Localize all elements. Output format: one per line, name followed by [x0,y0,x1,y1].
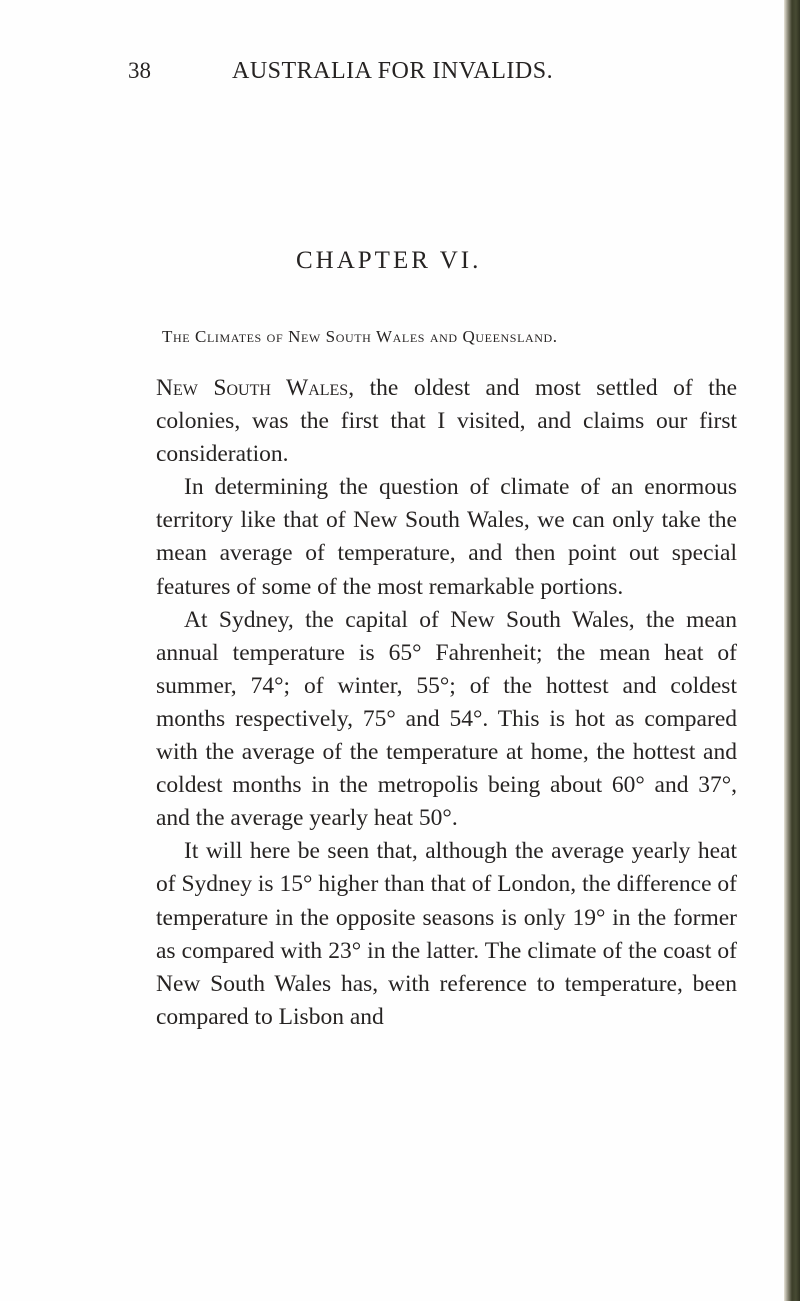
page-number: 38 [128,58,151,83]
chapter-heading: CHAPTER VI. [296,247,482,274]
binding-edge [784,0,800,1301]
paragraph-lead: New South Wales, [156,375,355,401]
chapter-subtitle: The Climates of New South Wales and Queensland. [162,327,558,346]
paragraph-text: the oldest and most settled of the colonies, was the first that I visited, and claims our first consideration. [156,375,737,468]
paragraph-1 [156,372,737,471]
body-text [156,372,737,1034]
paragraph-4: It will here be seen that, although the average yearly heat of Sydney is 15° higher than that of London, the difference of temperature in the opposite seasons is only 19° in the former as compared with 23° in the latter. The climate of the coast of New South Wales has, with reference to temperature, been compared to Lisbon and [156,838,737,1030]
running-title: AUSTRALIA FOR INVALIDS. [232,58,554,84]
paragraph-2: In determining the question of climate of an enormous territory like that of New South Wales, we can only take the mean average of temperature, and then point out special features of some of the most remarkable portions. [156,474,737,600]
paragraph-3: At Sydney, the capital of New South Wales, the mean annual temperature is 65° Fahrenheit; the mean heat of summer, 74°; of winter, 55°; of the hottest and coldest months respectively, 75° and 54°. This is hot as compared with the average of the temperature at home, the hottest and coldest months in the metropolis being about 60° and 37°, and the average yearly heat 50°. [156,606,737,832]
